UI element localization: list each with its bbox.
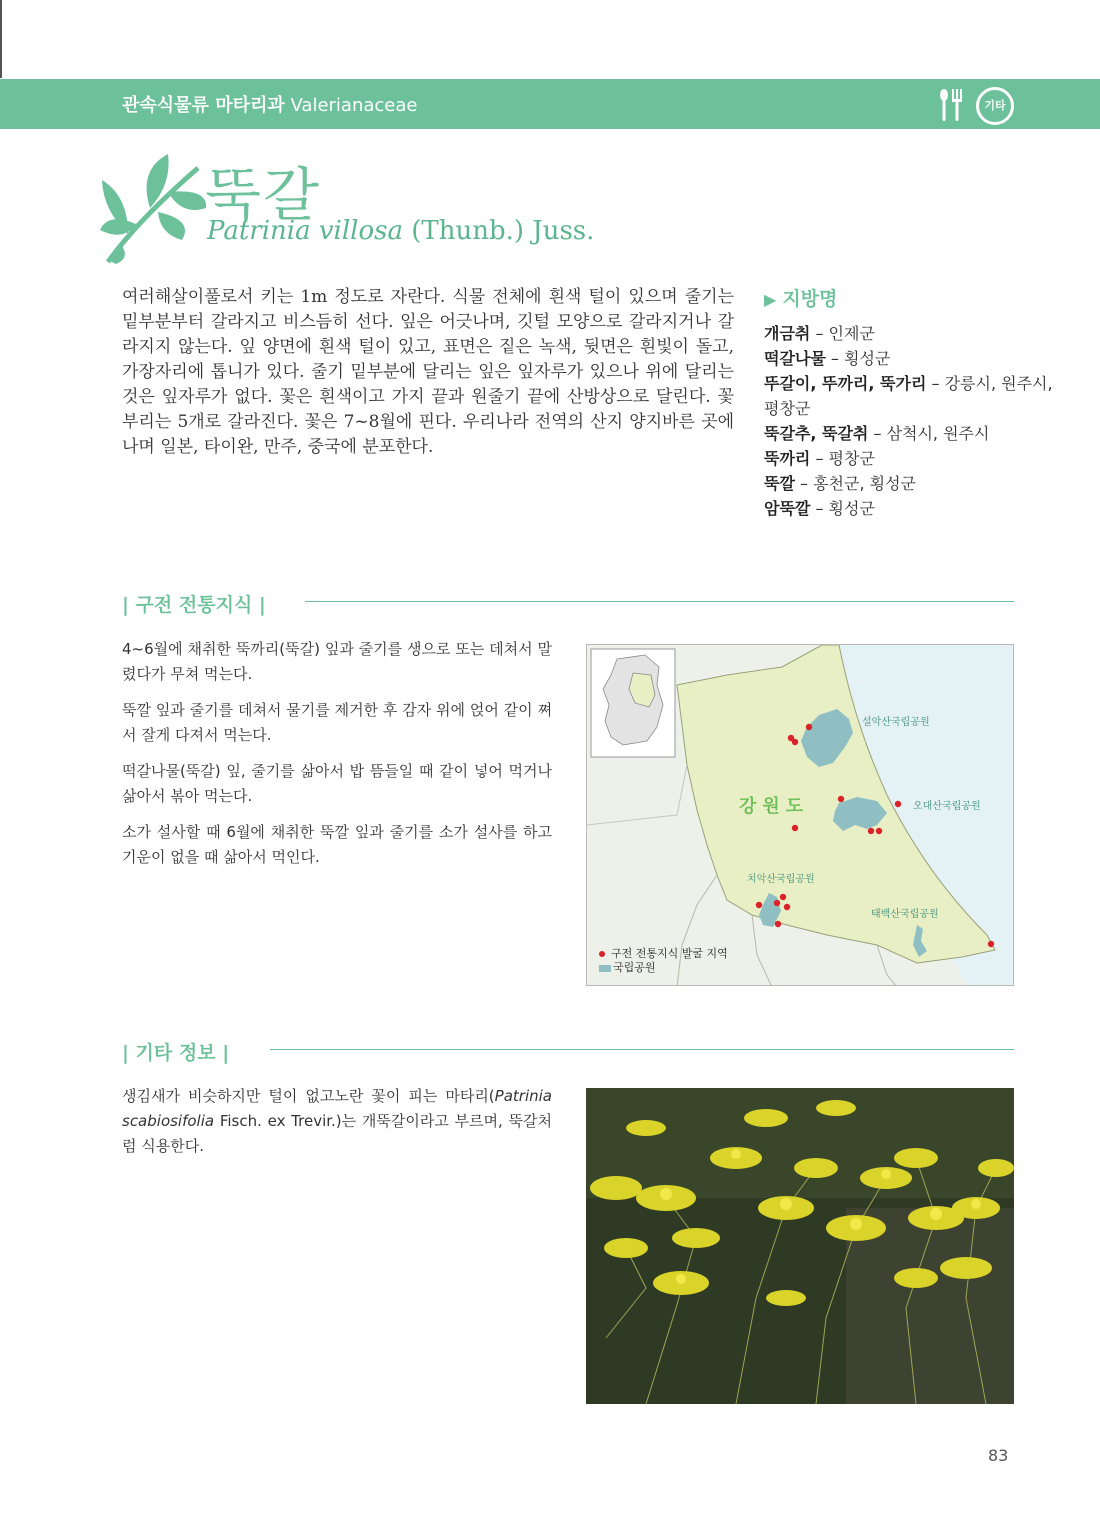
traditional-paragraph: 떡갈나물(뚝갈) 잎, 줄기를 삶아서 밥 뜸들일 때 같이 넣어 먹거나 삶아서 볶아 먹는다. bbox=[122, 762, 552, 805]
header-category-kr: 관속식물류 마타리과 bbox=[122, 95, 285, 116]
triangle-right-icon: ▶ bbox=[764, 290, 777, 309]
legend-parks-label: 국립공원 bbox=[613, 961, 656, 974]
leaf-logo-icon bbox=[98, 150, 208, 265]
map-park-label: 오대산국립공원 bbox=[913, 801, 981, 812]
scientific-author: (Thunb.) Juss. bbox=[411, 216, 595, 246]
local-name-item: 개금취 – 인제군 bbox=[764, 324, 875, 343]
local-name-places: 강릉시, 원주시, 평창군 bbox=[764, 374, 1053, 418]
page-edge-line bbox=[0, 0, 2, 78]
local-name: 뚝갈추, 뚝갈취 bbox=[764, 424, 869, 443]
legend-item-points bbox=[599, 947, 728, 961]
local-name: 뚝까리 bbox=[764, 449, 811, 468]
section-divider bbox=[305, 601, 1014, 602]
local-name-places: 횡성군 bbox=[828, 499, 875, 518]
species-name-korean: 뚝갈 bbox=[205, 161, 322, 229]
local-name-places: 홍천군, 횡성군 bbox=[813, 474, 917, 493]
traditional-knowledge-heading: | 구전 전통지식 | bbox=[122, 594, 266, 616]
category-badge: 기타 bbox=[976, 87, 1014, 125]
local-name: 개금취 bbox=[764, 324, 811, 343]
yellow-flower-photo-image bbox=[586, 1088, 1014, 1404]
local-name-places: 삼척시, 원주시 bbox=[886, 424, 990, 443]
other-info-heading: | 기타 정보 | bbox=[122, 1042, 230, 1064]
page-number: 83 bbox=[988, 1446, 1009, 1465]
local-name-item: 뚜갈이, 뚜까리, 뚝가리 – 강릉시, 원주시, 평창군 bbox=[764, 374, 1053, 418]
map-park-label: 설악산국립공원 bbox=[862, 717, 930, 728]
legend-points-label: 구전 전통지식 발굴 지역 bbox=[611, 947, 728, 960]
local-name-item: 뚝갈추, 뚝갈취 – 삼척시, 원주시 bbox=[764, 424, 990, 443]
red-dot-icon bbox=[599, 951, 605, 957]
local-name-item: 뚝까리 – 평창군 bbox=[764, 449, 875, 468]
header-family-latin: Valerianaceae bbox=[290, 95, 418, 116]
flower-photo bbox=[586, 1088, 1014, 1404]
map-park-label: 태백산국립공원 bbox=[871, 909, 939, 920]
other-info-paragraph bbox=[122, 1084, 552, 1159]
map-park-label: 치악산국립공원 bbox=[747, 874, 815, 885]
fork-spoon-icon bbox=[937, 88, 967, 122]
traditional-paragraph: 소가 설사할 때 6월에 채취한 뚝깔 잎과 줄기를 소가 설사를 하고 기운이 없을 때 삶아서 먹인다. bbox=[122, 823, 552, 866]
scientific-binomial: Patrinia villosa bbox=[207, 216, 403, 246]
local-name: 뚜갈이, 뚜까리, 뚝가리 bbox=[764, 374, 927, 393]
gangwon-map bbox=[586, 644, 1014, 986]
other-info-species: Patrinia scabiosifolia bbox=[122, 1087, 552, 1130]
traditional-knowledge-text bbox=[122, 637, 552, 881]
traditional-paragraph: 4~6월에 채취한 뚝까리(뚝갈) 잎과 줄기를 생으로 또는 데쳐서 말렸다가 무쳐 먹는다. bbox=[122, 640, 552, 683]
local-name: 떡갈나물 bbox=[764, 349, 826, 368]
local-name: 뚝깔 bbox=[764, 474, 795, 493]
local-name: 암뚝깔 bbox=[764, 499, 811, 518]
legend-item-parks bbox=[599, 961, 728, 975]
species-scientific-name bbox=[207, 216, 594, 246]
local-names-heading-text: 지방명 bbox=[782, 288, 838, 310]
section-divider bbox=[270, 1049, 1014, 1050]
local-name-places: 평창군 bbox=[828, 449, 875, 468]
local-name-item: 뚝깔 – 홍천군, 횡성군 bbox=[764, 474, 917, 493]
local-names-box bbox=[764, 284, 1054, 521]
map-region-label: 강원도 bbox=[739, 796, 810, 817]
park-swatch-icon bbox=[599, 965, 611, 972]
local-name-item: 암뚝깔 – 횡성군 bbox=[764, 499, 875, 518]
local-name-places: 횡성군 bbox=[844, 349, 891, 368]
other-info-text-post: Fisch. ex Trevir.)는 개뚝갈이라고 부르며, 뚝갈처럼 식용한다. bbox=[122, 1112, 552, 1155]
local-name-item: 떡갈나물 – 횡성군 bbox=[764, 349, 891, 368]
species-description: 여러해살이풀로서 키는 1m 정도로 자란다. 식물 전체에 흰색 털이 있으며 줄기는 밑부분부터 갈라지고 비스듬히 선다. 잎은 어긋나며, 깃털 모양으로 갈라지거나 갈라지지 않는다. 잎 양면에 흰색 털이 있고, 표면은 짙은 녹색, 뒷면은 흰빛이 돌고, 가장자리에 톱니가 있다. 줄기 밑부분에 달리는 잎은 잎자루가 있으나 위에 달리는 것은 잎자루가 없다. 꽃은 흰색이고 가지 끝과 원줄기 끝에 산방상으로 달린다. 꽃부리는 5개로 갈라진다. 꽃은 7~8월에 핀다. 우리나라 전역의 산지 양지바른 곳에 나며 일본, 타이완, 만주, 중국에 분포한다. bbox=[122, 287, 734, 457]
other-info-text bbox=[122, 1084, 552, 1170]
map-legend bbox=[599, 947, 728, 975]
other-info-text-pre: 생김새가 비슷하지만 털이 없고노란 꽃이 피는 마타리( bbox=[122, 1087, 495, 1105]
header-bar bbox=[0, 79, 1100, 129]
header-category bbox=[122, 91, 417, 117]
traditional-paragraph: 뚝깔 잎과 줄기를 데쳐서 물기를 제거한 후 감자 위에 얹어 같이 쪄서 잘게 다져서 먹는다. bbox=[122, 701, 552, 744]
local-name-places: 인제군 bbox=[828, 324, 875, 343]
local-names-heading bbox=[764, 284, 1054, 311]
